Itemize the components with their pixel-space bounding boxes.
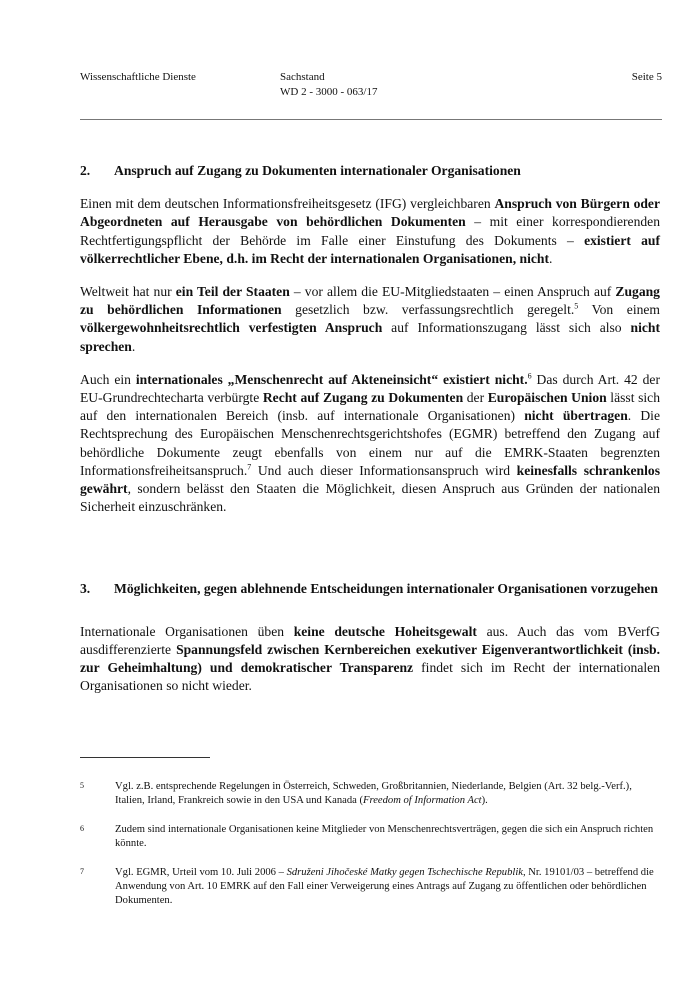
header-divider [80, 119, 662, 120]
footnote-text: Vgl. EGMR, Urteil vom 10. Juli 2006 – Sdruženi Jihočeské Matky gegen Tschechische Republik, Nr. 19101/03 – betreffend die Anwendung von Art. 10 EMRK auf den Fall einer Verweigerung eines Antrags auf Zugang zu öffentlichen oder behördlichen Dokumenten. [115, 867, 654, 906]
page-header [80, 70, 662, 118]
footnote-6 [80, 823, 662, 851]
footnote-number: 5 [80, 781, 84, 790]
section-2-paragraph-2: Weltweit hat nur ein Teil der Staaten – vor allem die EU-Mitgliedstaaten – einen Anspruch auf Zugang zu behördlichen Informationen gesetzlich bzw. verfassungsrechtlich geregelt.$^5$ Von einem völkergewohnheitsrechtlich verfestigten Anspruch auf Informationszugang lässt sich also nicht sprechen. [80, 284, 660, 354]
section-spacer [80, 516, 660, 580]
main-content [80, 162, 660, 695]
footnote-number: 7 [80, 867, 84, 876]
header-page-number: Seite 5 [631, 71, 662, 83]
section-3-heading [80, 580, 660, 598]
header-doc-number: WD 2 - 3000 - 063/17 [280, 86, 378, 98]
header-doc-type: Sachstand [280, 71, 325, 83]
section-3-title: Möglichkeiten, gegen ablehnende Entscheidungen internationaler Organisationen vorzugehen [114, 581, 658, 597]
section-2-number: 2. [80, 163, 91, 178]
header-document-info [280, 70, 377, 100]
footnotes [80, 780, 662, 923]
footnote-ref-6[interactable]: 6 [527, 371, 532, 381]
header-institution: Wissenschaftliche Dienste [80, 71, 196, 83]
section-2-paragraph-1: Einen mit dem deutschen Informationsfreiheitsgesetz (IFG) vergleichbaren Anspruch von Bürgern oder Abgeordneten auf Herausgabe von behördlichen Dokumenten – mit einer korrespondierenden Rechtfertigungspflicht der Behörde im Falle einer Einstufung des Dokuments – existiert auf völkerrechtlicher Ebene, d.h. im Recht der internationalen Organisationen, nicht. [80, 196, 660, 266]
section-2-paragraph-3: Auch ein internationales „Menschenrecht auf Akteneinsicht“ existiert nicht.$^6$ Das durch Art. 42 der EU-Grundrechtecharta verbürgte Recht auf Zugang zu Dokumenten der Europäischen Union lässt sich auf den internationalen Bereich (insb. auf internationale Organisationen) nicht übertragen. Die Rechtsprechung des Europäischen Menschenrechtsgerichtshofes (EGMR) betreffend den Zugang auf behördliche Dokumente zeugt ebenfalls von einem nur auf die EMRK-Staaten begrenzten Informationsfreiheitsanspruch.$^7$ Und auch dieser Informationsanspruch wird keinesfalls schrankenlos gewährt, sondern belässt den Staaten die Möglichkeit, diesen Anspruch aus Gründen der nationalen Sicherheit einzuschränken. [80, 371, 660, 515]
footnote-text: Zudem sind internationale Organisationen keine Mitglieder von Menschenrechtsverträgen, gegen die sich ein Anspruch richten könnte. [115, 824, 654, 849]
section-2-heading [80, 162, 660, 180]
footnote-divider [80, 757, 210, 758]
footnote-7 [80, 866, 662, 908]
section-2-title: Anspruch auf Zugang zu Dokumenten internationaler Organisationen [114, 163, 521, 178]
footnote-5 [80, 780, 662, 808]
footnote-number: 6 [80, 824, 84, 833]
footnote-text: Vgl. z.B. entsprechende Regelungen in Österreich, Schweden, Großbritannien, Niederlande, Belgien (Art. 32 belg.-Verf.), Italien, Irland, Frankreich sowie in den USA und Kanada (Freedom of Information Act). [115, 781, 632, 806]
section-3-number: 3. [80, 581, 91, 597]
footnote-ref-7[interactable]: 7 [247, 462, 252, 472]
section-3-paragraph-1: Internationale Organisationen üben keine deutsche Hoheitsgewalt aus. Auch das vom BVerfG ausdifferenzierte Spannungsfeld zwischen Kernbereichen exekutiver Eigenverantwortlichkeit (insb. zur Geheimhaltung) und demokratischer Transparenz findet sich im Recht der internationalen Organisationen so nicht wieder. [80, 623, 661, 694]
footnote-ref-5[interactable]: 5 [574, 301, 579, 311]
